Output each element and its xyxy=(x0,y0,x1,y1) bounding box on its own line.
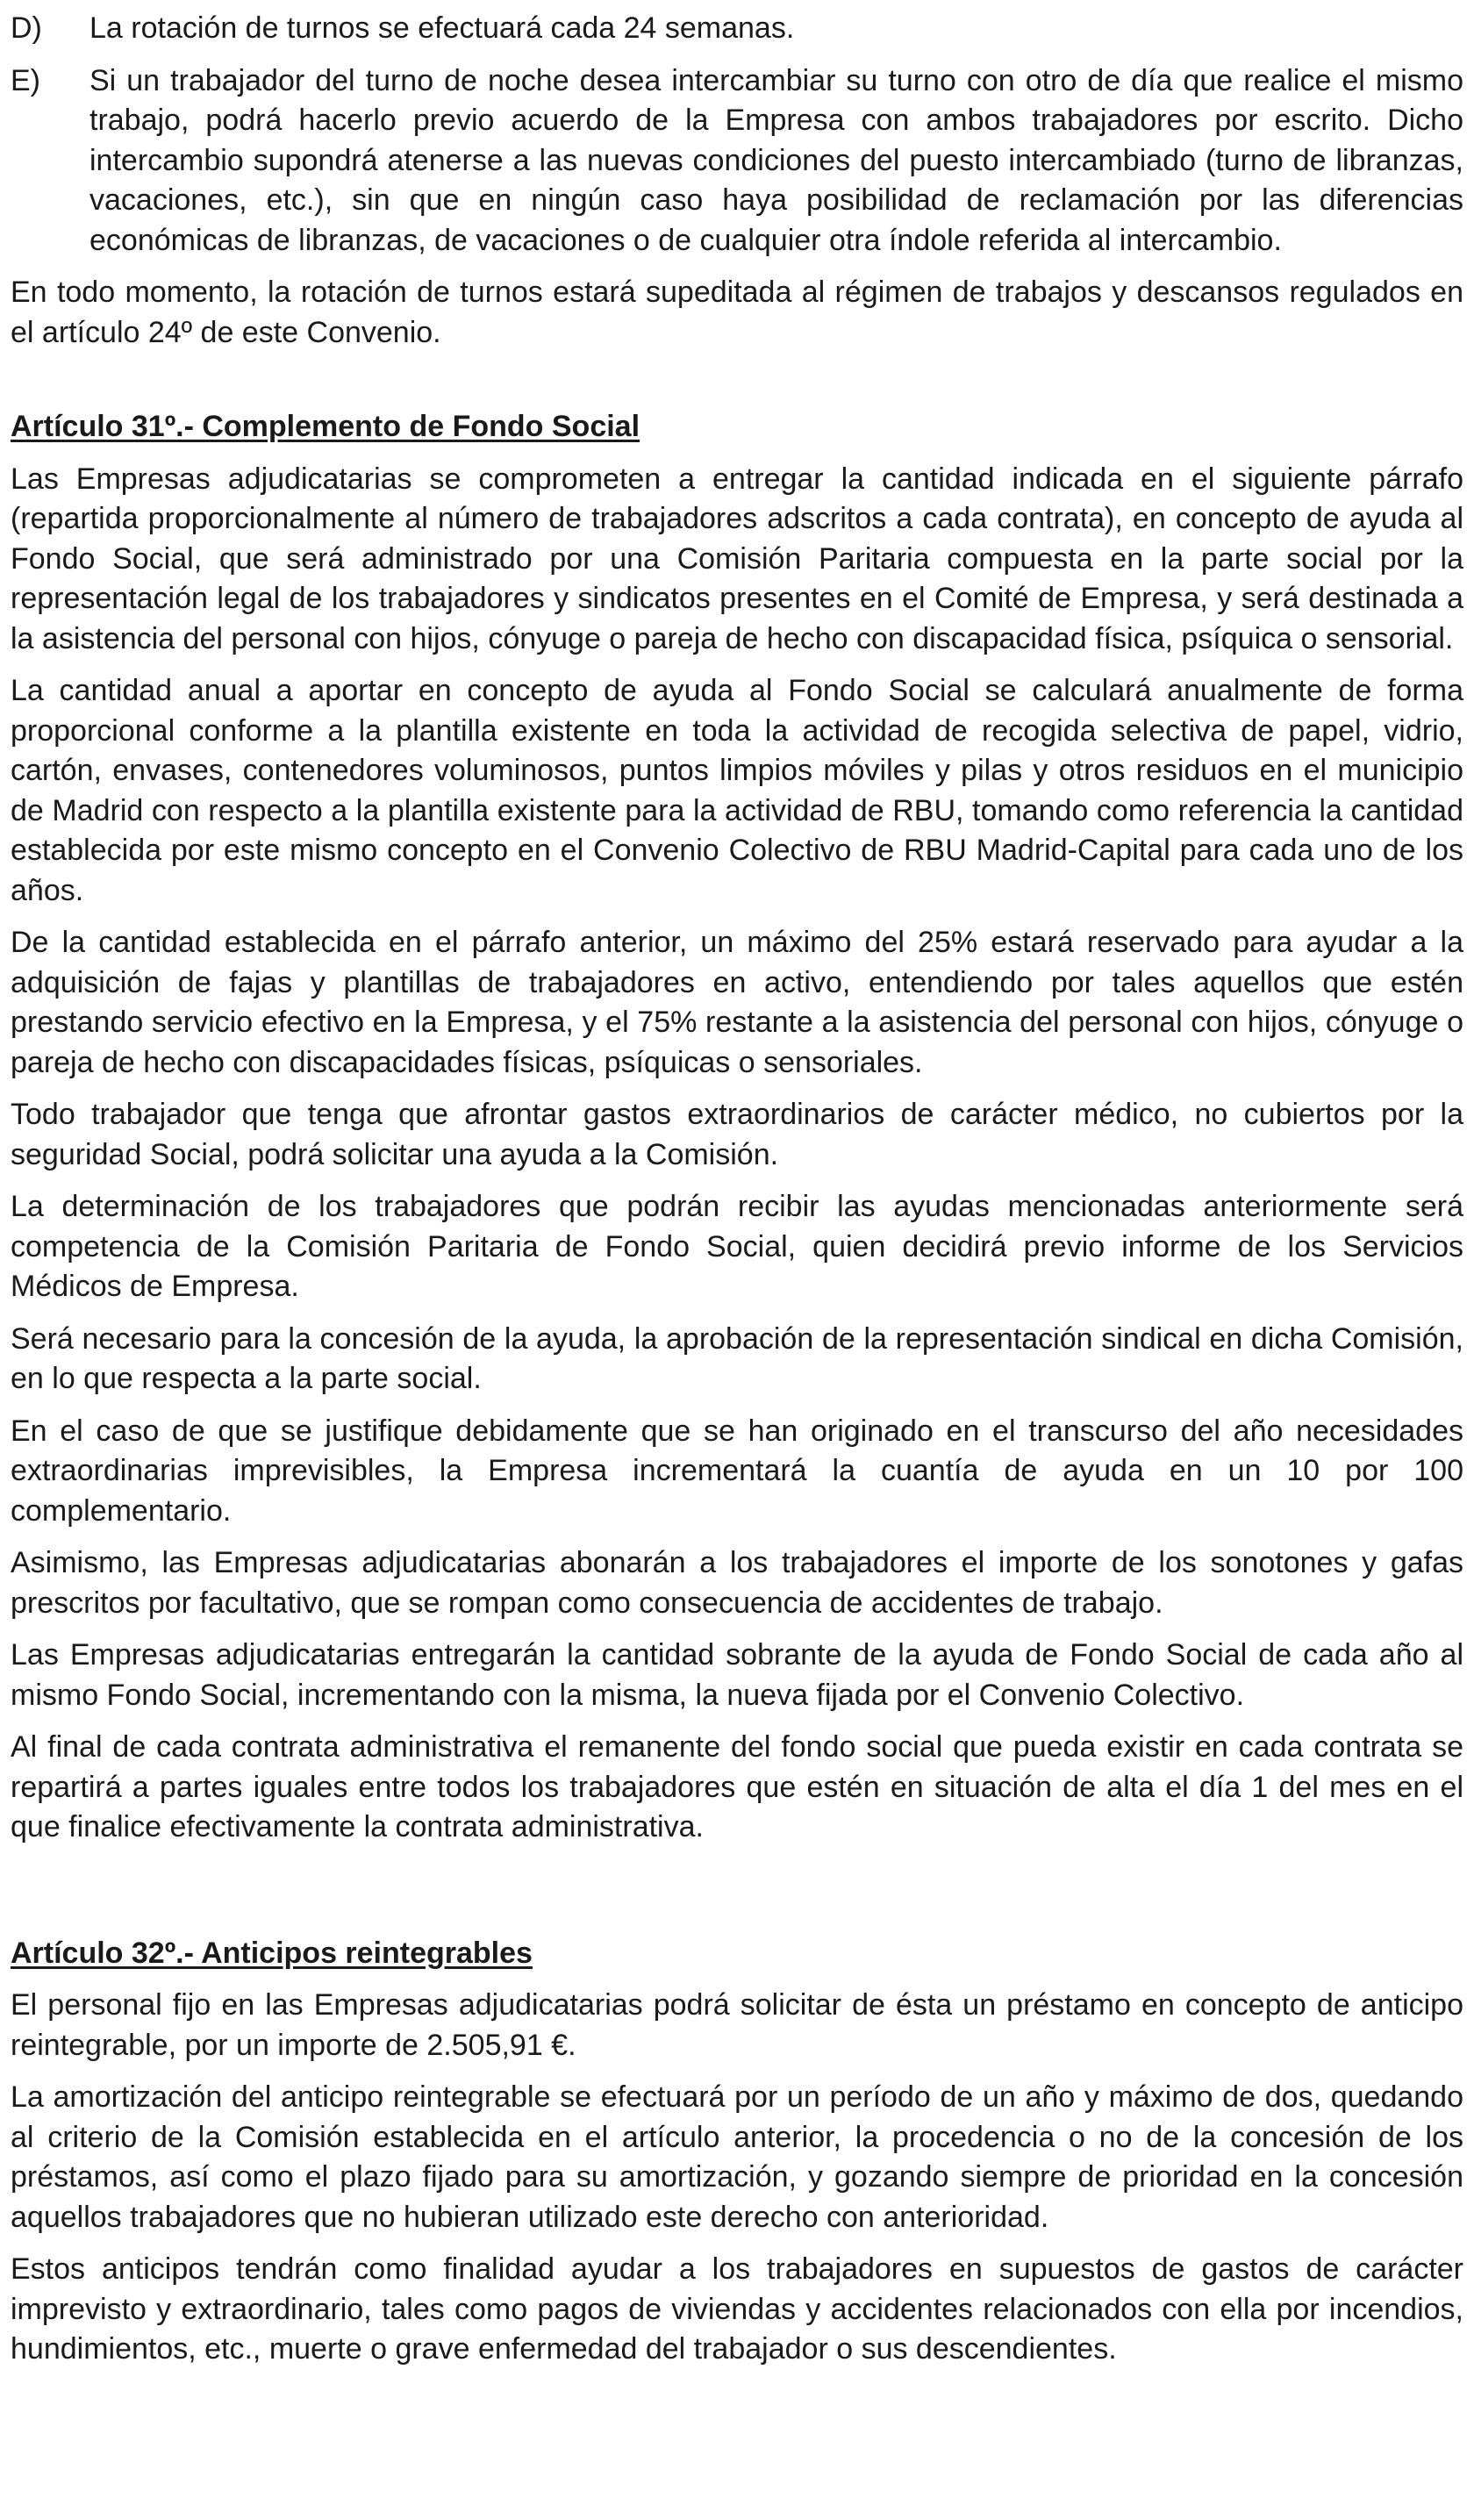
list-marker: E) xyxy=(11,63,40,97)
paragraph: Todo trabajador que tenga que afrontar gastos extraordinarios de carácter médico, no cubiertos por la seguridad Social, podrá solicitar una ayuda a la Comisión. xyxy=(11,1098,1463,1171)
paragraph: Será necesario para la concesión de la ayuda, la aprobación de la representación sindical en dicha Comisión, en lo que respecta a la parte social. xyxy=(11,1321,1463,1395)
paragraph: La amortización del anticipo reintegrable se efectuará por un período de un año y máximo de dos, quedando al criterio de la Comisión establecida en el artículo anterior, la procedencia o no de la concesión de los préstamos, así como el plazo fijado para su amortización, y gozando siempre de prioridad en la concesión aquellos trabajadores que no hubieran utilizado este derecho con anterioridad. xyxy=(11,2080,1463,2234)
paragraph: Las Empresas adjudicatarias se comprometen a entregar la cantidad indicada en el siguiente párrafo (repartida proporcionalmente al número de trabajadores adscritos a cada contrata), en concepto de ayuda al Fondo Social, que será administrado por una Comisión Paritaria compuesta en la parte social por la representación legal de los trabajadores y sindicatos presentes en el Comité de Empresa, y será destinada a la asistencia del personal con hijos, cónyuge o pareja de hecho con discapacidad física, psíquica o sensorial. xyxy=(11,462,1463,655)
article-31-heading: Artículo 31º.- Complemento de Fondo Social xyxy=(11,410,640,443)
list-text: La rotación de turnos se efectuará cada 24 semanas. xyxy=(89,11,795,45)
paragraph: Al final de cada contrata administrativa el remanente del fondo social que pueda existir en cada contrata se repartirá a partes iguales entre todos los trabajadores que estén en situación de alta el día 1 del mes en el que finalice efectivamente la contrata administrativa. xyxy=(11,1730,1463,1843)
article-32-heading: Artículo 32º.- Anticipos reintegrables xyxy=(11,1936,533,1970)
list-item-e xyxy=(11,61,1463,261)
paragraph: Asimismo, las Empresas adjudicatarias abonarán a los trabajadores el importe de los sonotones y gafas prescritos por facultativo, que se rompan como consecuencia de accidentes de trabajo. xyxy=(11,1546,1463,1620)
list-marker: D) xyxy=(11,11,42,45)
paragraph: Las Empresas adjudicatarias entregarán la cantidad sobrante de la ayuda de Fondo Social de cada año al mismo Fondo Social, incrementando con la misma, la nueva fijada por el Convenio Colectivo. xyxy=(11,1638,1463,1712)
paragraph: En el caso de que se justifique debidamente que se han originado en el transcurso del año necesidades extraordinarias imprevisibles, la Empresa incrementará la cuantía de ayuda en un 10 por 100 complementario. xyxy=(11,1414,1463,1528)
paragraph: La cantidad anual a aportar en concepto de ayuda al Fondo Social se calculará anualmente de forma proporcional conforme a la plantilla existente en toda la actividad de recogida selectiva de papel, vidrio, cartón, envases, contenedores voluminosos, puntos limpios móviles y pilas y otros residuos en el municipio de Madrid con respecto a la plantilla existente para la actividad de RBU, tomando como referencia la cantidad establecida por este mismo concepto en el Convenio Colectivo de RBU Madrid-Capital para cada uno de los años. xyxy=(11,674,1463,907)
paragraph: De la cantidad establecida en el párrafo anterior, un máximo del 25% estará reservado para ayudar a la adquisición de fajas y plantillas de trabajadores en activo, entendiendo por tales aquellos que estén prestando servicio efectivo en la Empresa, y el 75% restante a la asistencia del personal con hijos, cónyuge o pareja de hecho con discapacidades físicas, psíquicas o sensoriales. xyxy=(11,926,1463,1079)
paragraph: La determinación de los trabajadores que podrán recibir las ayudas mencionadas anteriormente será competencia de la Comisión Paritaria de Fondo Social, quien decidirá previo informe de los Servicios Médicos de Empresa. xyxy=(11,1190,1463,1303)
list-item-d xyxy=(11,9,1463,49)
paragraph: El personal fijo en las Empresas adjudicatarias podrá solicitar de ésta un préstamo en concepto de anticipo reintegrable, por un importe de 2.505,91 €. xyxy=(11,1988,1463,2062)
list-text: Si un trabajador del turno de noche desea intercambiar su turno con otro de día que realice el mismo trabajo, podrá hacerlo previo acuerdo de la Empresa con ambos trabajadores por escrito. Dicho intercambio supondrá atenerse a las nuevas condiciones del puesto intercambiado (turno de libranzas, vacaciones, etc.), sin que en ningún caso haya posibilidad de reclamación por las diferencias económicas de libranzas, de vacaciones o de cualquier otra índole referida al intercambio. xyxy=(89,63,1463,257)
paragraph: Estos anticipos tendrán como finalidad ayudar a los trabajadores en supuestos de gastos de carácter imprevisto y extraordinario, tales como pagos de viviendas y accidentes relacionados con ella por incendios, hundimientos, etc., muerte o grave enfermedad del trabajador o sus descendientes. xyxy=(11,2252,1463,2366)
paragraph: En todo momento, la rotación de turnos estará supeditada al régimen de trabajos y descansos regulados en el artículo 24º de este Convenio. xyxy=(11,276,1463,349)
document-page xyxy=(11,9,1463,2370)
